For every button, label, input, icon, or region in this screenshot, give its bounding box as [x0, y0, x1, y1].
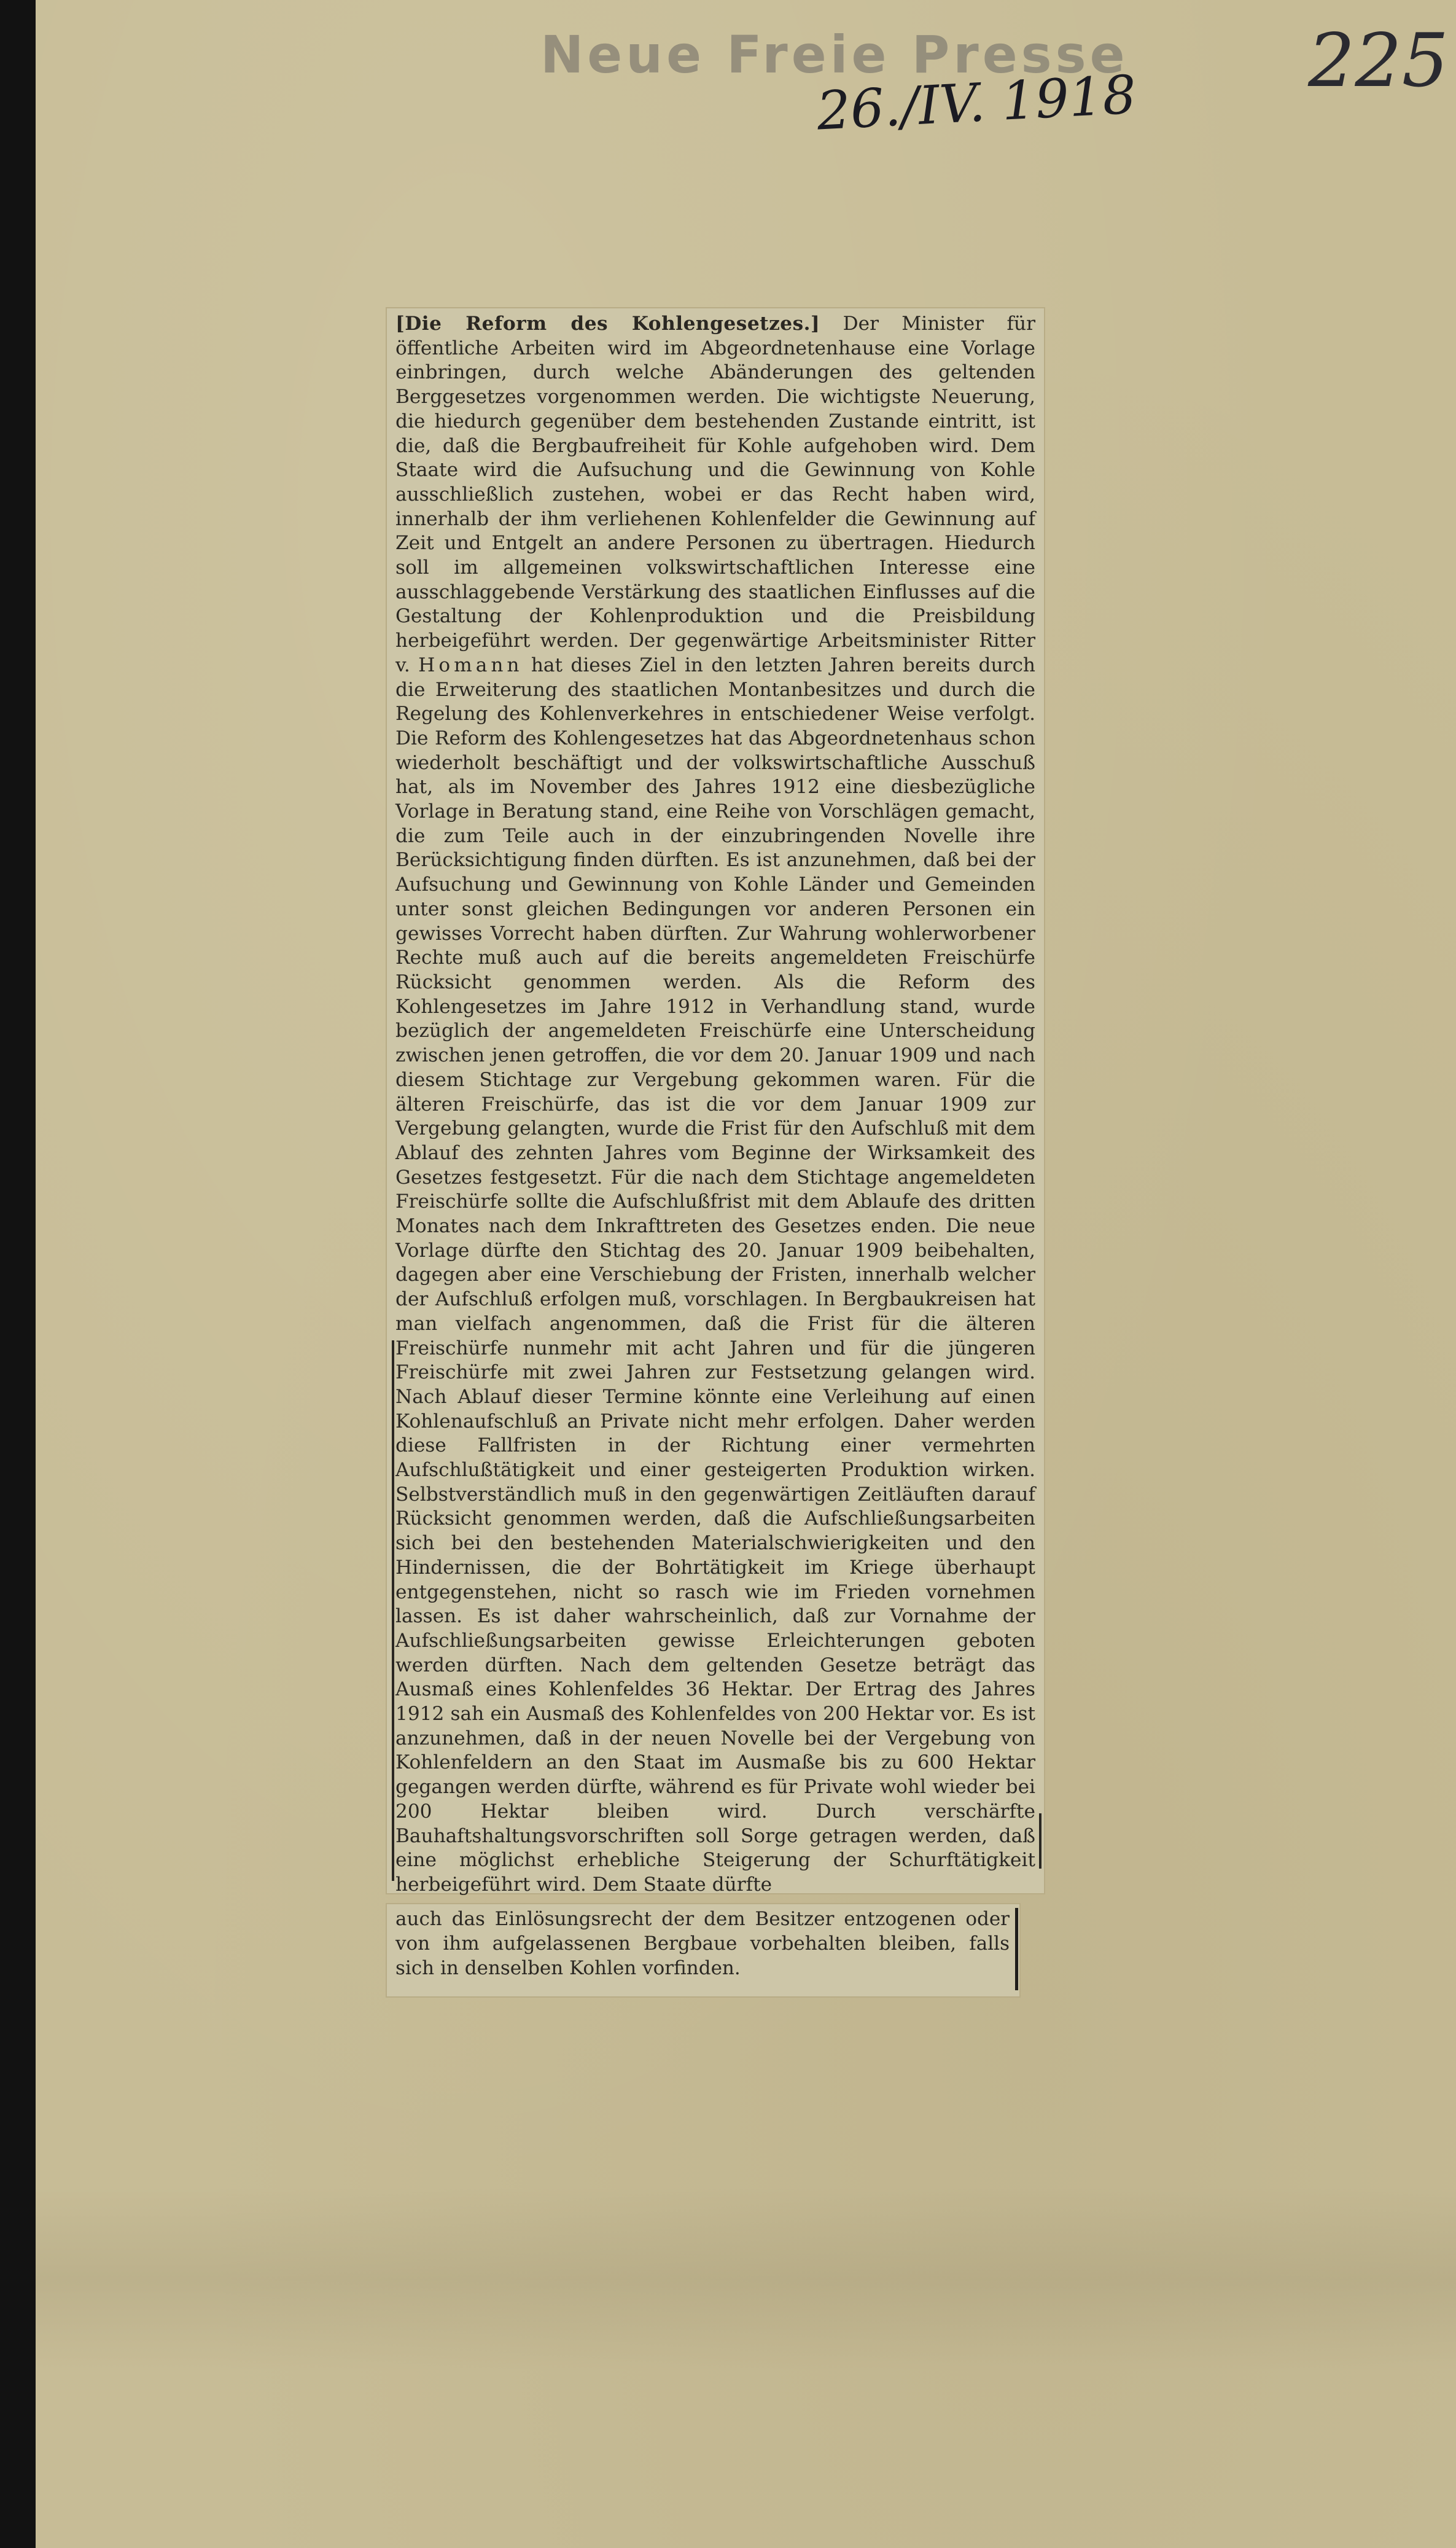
clipping-right-rule — [1039, 1813, 1041, 1869]
handwritten-page-number: 225 — [1308, 18, 1449, 104]
newspaper-stamp: Neue Freie Presse — [540, 25, 1129, 85]
minister-name: Homann — [418, 654, 523, 676]
handwritten-date: 26./IV. 1918 — [815, 64, 1138, 143]
newspaper-clipping-continuation — [387, 1904, 1019, 1996]
paper-fold-shadow — [36, 2187, 1456, 2371]
article-text-part-2: hat dieses Ziel in den letzten Jahren bereits durch die Erweiterung des staatlichen Montanbesitzes und durch die Regelung des Kohlenverkehres in entschiedener Weise verfolgt. Die Reform des Kohlengesetzes hat das Abgeordnetenhaus schon wiederholt beschäftigt und der volkswirtschaftliche Ausschuß hat, als im November des Jahres 1912 eine diesbezügliche Vorlage in Beratung stand, eine Reihe von Vorschlägen gemacht, die zum Teile auch in der einzubringenden Novelle ihre Berücksichtigung finden dürften. Es ist anzunehmen, daß bei der Aufsuchung und Gewinnung von Kohle Länder und Gemeinden unter sonst gleichen Bedingungen vor anderen Personen ein gewisses Vorrecht haben dürften. Zur Wahrung wohlerworbener Rechte muß auch auf die bereits angemeldeten Freischürfe Rücksicht genommen werden. Als die Reform des Kohlengesetzes im Jahre 1912 in Verhandlung stand, wurde bezüglich der angemeldeten Freischürfe eine Unterscheidung zwischen jenen getroffen, die vor dem 20. Januar 1909 und nach diesem Stichtage zur Vergebung gekommen waren. Für die älteren Freischürfe, das ist die vor dem Januar 1909 zur Vergebung gelangten, wurde die Frist für den Aufschluß mit dem Ablauf des zehnten Jahres vom Beginne der Wirksamkeit des Gesetzes festgesetzt. Für die nach dem Stichtage angemeldeten Freischürfe sollte die Aufschlußfrist mit dem Ablaufe des dritten Monates nach dem Inkrafttreten des Gesetzes enden. Die neue Vorlage dürfte den Stichtag des 20. Januar 1909 beibehalten, dagegen aber eine Verschiebung der Fristen, innerhalb welcher der Aufschluß erfolgen muß, vorschlagen. In Bergbaukreisen hat man vielfach angenommen, daß die Frist für die älteren Freischürfe nunmehr mit acht Jahren und für die jüngeren Freischürfe mit zwei Jahren zur Festsetzung gelangen wird. Nach Ablauf dieser Termine könnte eine Verleihung auf einen Kohlenaufschluß an Private nicht mehr erfolgen. Daher werden diese Fallfristen in der Richtung einer vermehrten Aufschlußtätigkeit und einer gesteigerten Produktion wirken. Selbstverständlich muß in den gegenwärtigen Zeitläuften darauf Rücksicht genommen werden, daß die Aufschließungsarbeiten sich bei den bestehenden Materialschwierigkeiten und den Hindernissen, die der Bohrtätigkeit im Kriege überhaupt entgegenstehen, nicht so rasch wie im Frieden vornehmen lassen. Es ist daher wahrscheinlich, daß zur Vornahme der Aufschließungsarbeiten gewisse Erleichterungen geboten werden dürften. Nach dem geltenden Gesetze beträgt das Ausmaß eines Kohlenfeldes 36 Hektar. Der Ertrag des Jahres 1912 sah ein Ausmaß des Kohlenfeldes von 200 Hektar vor. Es ist anzunehmen, daß in der neuen Novelle bei der Vergebung von Kohlenfeldern an den Staat im Ausmaße bis zu 600 Hektar gegangen werden dürfte, während es für Private wohl wieder bei 200 Hektar bleiben wird. Durch verschärfte Bauhaftshaltungsvorschriften soll Sorge getragen werden, daß eine möglichst erhebliche Steigerung der Schurftätigkeit herbeigeführt wird. Dem Staate dürfte — [395, 654, 1035, 1896]
continuation-right-rule — [1015, 1908, 1018, 1990]
article-continuation: auch das Einlösungsrecht der dem Besitzer entzogenen oder von ihm aufgelassenen Bergbaue vorbehalten bleiben, falls sich in denselben Kohlen vorfinden. — [395, 1908, 1010, 1979]
newspaper-clipping — [387, 308, 1044, 1896]
clipping-left-rule — [392, 1340, 394, 1881]
article-heading: [Die Reform des Kohlengesetzes.] — [395, 313, 820, 335]
article-body — [395, 312, 1035, 1897]
article-text-part-1: Der Minister für öffentliche Arbeiten wird im Abgeordnetenhause eine Vorlage einbringen, durch welche Abänderungen des geltenden Berggesetzes vorgenommen werden. Die wichtigste Neuerung, die hiedurch gegenüber dem bestehenden Zustande eintritt, ist die, daß die Bergbaufreiheit für Kohle aufgehoben wird. Dem Staate wird die Aufsuchung und die Gewinnung von Kohle ausschließlich zustehen, wobei er das Recht haben wird, innerhalb der ihm verliehenen Kohlenfelder die Gewinnung auf Zeit und Entgelt an andere Personen zu übertragen. Hiedurch soll im allgemeinen volkswirtschaftlichen Interesse eine ausschlaggebende Verstärkung des staatlichen Einflusses auf die Gestaltung der Kohlenproduktion und die Preisbildung herbeigeführt werden. Der gegenwärtige Arbeitsminister Ritter v. — [395, 313, 1035, 676]
